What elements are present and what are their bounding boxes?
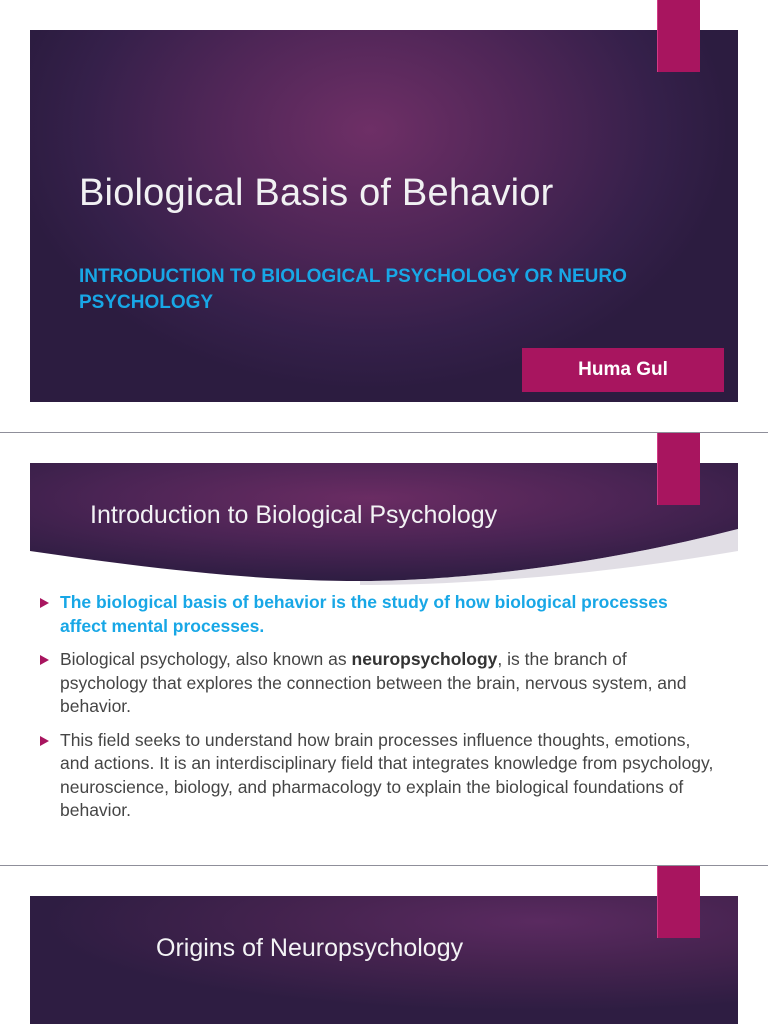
accent-tab <box>658 866 700 938</box>
slide-title: Origins of Neuropsychology <box>156 934 464 962</box>
bullet-text-start: Biological psychology, also known as <box>60 649 352 669</box>
bullet-text: The biological basis of behavior is the study of how biological processes affect mental processes. <box>60 592 668 636</box>
bullet-list <box>38 591 718 833</box>
bullet-item <box>38 729 718 823</box>
bullet-arrow-icon <box>40 736 49 746</box>
bullet-text-end: , is the branch of psychology that explores the connection between the brain, nervous system, and behavior. <box>60 649 687 716</box>
slide-title: Biological Basis of Behavior <box>79 172 554 214</box>
bullet-arrow-icon <box>40 598 49 608</box>
bullet-bold-term: neuropsychology <box>351 649 498 669</box>
author-badge <box>522 348 724 392</box>
title-background <box>30 30 738 402</box>
bullet-item <box>38 591 718 638</box>
bullet-arrow-icon <box>40 655 49 665</box>
bullet-text: This field seeks to understand how brain processes influence thoughts, emotions, and actions. It is an interdisciplinary field that integrates knowledge from psychology, neuroscience, biology, and pharmacology to explain the biological foundations of behavior. <box>60 729 714 820</box>
bullet-item <box>38 648 718 719</box>
accent-tab <box>658 433 700 505</box>
author-name: Huma Gul <box>578 359 668 380</box>
accent-tab <box>658 0 700 72</box>
slide-title: Introduction to Biological Psychology <box>90 501 498 529</box>
slide-3 <box>0 866 768 1024</box>
slide-2 <box>0 433 768 865</box>
slide-subtitle: INTRODUCTION TO BIOLOGICAL PSYCHOLOGY OR NEURO PSYCHOLOGY <box>79 266 627 313</box>
slide-1 <box>0 0 768 432</box>
